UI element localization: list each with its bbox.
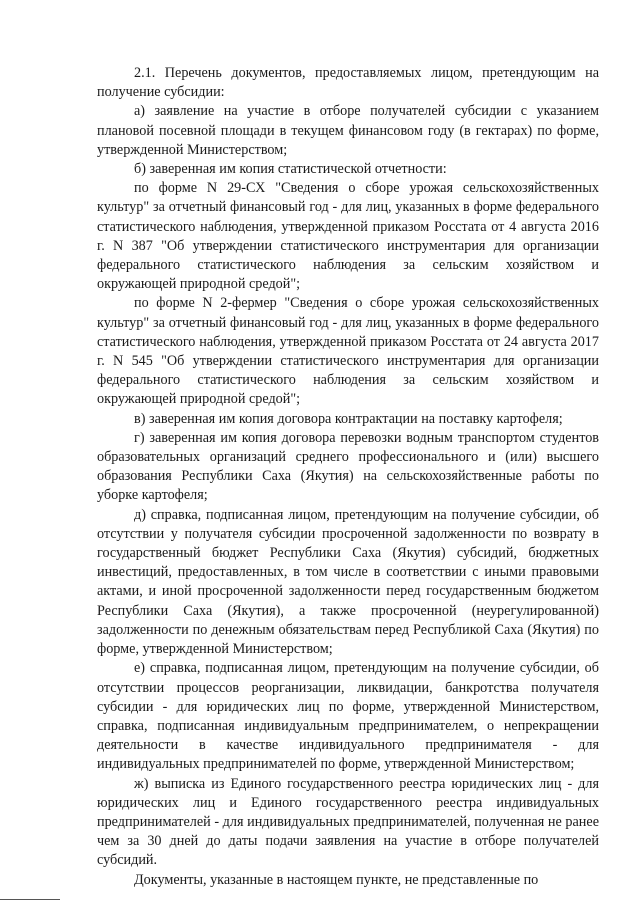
footnote-divider <box>0 899 60 900</box>
paragraph-item-v: в) заверенная им копия договора контрактации на поставку картофеля; <box>134 410 563 427</box>
paragraph-item-g: г) заверенная им копия договора перевозки водным транспортом студентов образовательных организаций среднего профессионального и (или) высшего образования Республики Саха (Якутия) на сельскохозяйственные работы по уборке картофеля; <box>97 429 599 504</box>
document-body <box>97 64 599 890</box>
paragraph-closing: Документы, указанные в настоящем пункте, не представленные по <box>134 871 539 888</box>
paragraph-item-e: е) справка, подписанная лицом, претендующим на получение субсидии, об отсутствии процессов реорганизации, ликвидации, банкротства получателя субсидии - для юридических лиц по форме, утвержденной Министерством, справка, подписанная индивидуальным предпринимателем, о непрекращении деятельности в качестве индивидуального предпринимателя - для индивидуальных предпринимателей по форме, утвержденной Министерством; <box>97 660 599 773</box>
paragraph-item-d: д) справка, подписанная лицом, претендующим на получение субсидии, об отсутствии у получателя субсидии просроченной задолженности по возврату в государственный бюджет Республики Саха (Якутия) субсидий, бюджетных инвестиций, предоставленных, в том числе в соответствии с иными правовыми актами, и иной просроченной задолженности перед государственным бюджетом Республики Саха (Якутия), а также просроченной (неурегулированной) задолженности по денежным обязательствам перед Республикой Саха (Якутия) по форме, утвержденной Министерством; <box>97 506 599 658</box>
paragraph-item-zh: ж) выписка из Единого государственного реестра юридических лиц - для юридических лиц и Единого государственного реестра индивидуальных предпринимателей - для индивидуальных предпринимателей, полученная не ранее чем за 30 дней до даты подачи заявления на участие в отборе получателей субсидий. <box>97 775 599 869</box>
paragraph-form-29-sx: по форме N 29-СХ "Сведения о сборе урожая сельскохозяйственных культур" за отчетный финансовый год - для лиц, указанных в форме федерального статистического наблюдения, утвержденной приказом Росстата от 4 августа 2016 г. N 387 "Об утверждении статистического инструментария для организации федерального статистического наблюдения за сельским хозяйством и окружающей природной средой"; <box>97 180 599 293</box>
paragraph-form-2-fermer: по форме N 2-фермер "Сведения о сборе урожая сельскохозяйственных культур" за отчетный финансовый год - для лиц, указанных в форме федерального статистического наблюдения, утвержденной приказом Росстата от 24 августа 2017 г. N 545 "Об утверждении статистического инструментария для организации федерального статистического наблюдения за сельским хозяйством и окружающей природной средой"; <box>97 295 599 408</box>
paragraph-item-b: б) заверенная им копия статистической отчетности: <box>134 161 447 178</box>
paragraph-intro: 2.1. Перечень документов, предоставляемых лицом, претендующим на получение субсидии: <box>97 65 599 101</box>
paragraph-item-a: а) заявление на участие в отборе получателей субсидии с указанием плановой посевной площади в текущем финансовом году (в гектарах) по форме, утвержденной Министерством; <box>97 103 599 158</box>
